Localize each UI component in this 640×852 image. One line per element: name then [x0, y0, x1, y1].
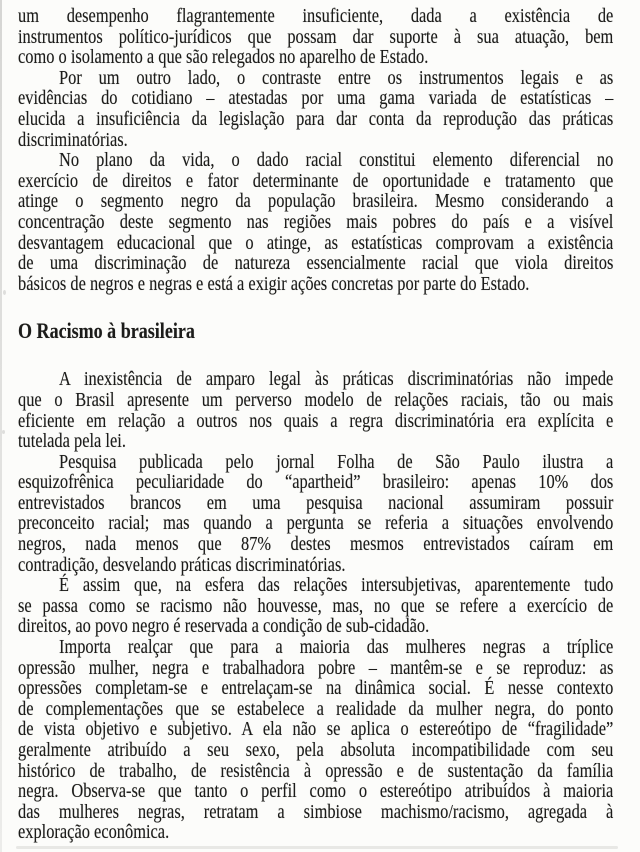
text-line: contradição, desvelando práticas discriminatórias.: [18, 553, 346, 576]
text-line: atinge o segmento negro da população brasileira. Mesmo considerando a: [18, 190, 614, 213]
text-line: negra. Observa-se que tanto o perfil como o estereótipo atribuídos à maioria: [18, 780, 614, 803]
text-line: das mulheres negras, retratam a simbiose machismo/racismo, agregada à: [18, 800, 614, 823]
text-line: evidências do cotidiano – atestadas por uma gama variada de estatísticas –: [18, 87, 614, 110]
scan-speck-artifact: [3, 290, 6, 295]
paragraph: [18, 452, 613, 576]
text-line: instrumentos político-jurídicos que possam dar suporte à sua atuação, bem: [18, 25, 614, 48]
text-line: que o Brasil apresente um perverso modelo de relações raciais, tão ou mais: [18, 388, 614, 411]
text-line: preconceito racial; mas quando a pergunta se referia a situações envolvendo: [18, 512, 614, 535]
text-line: É assim que, na esfera das relações intersubjetivas, aparentemente tudo: [59, 574, 614, 597]
scan-smudge-artifact: [16, 846, 618, 849]
text-line: desvantagem educacional que o atinge, as estatísticas comprovam a existência: [18, 231, 614, 254]
text-line: No plano da vida, o dado racial constitui elemento diferencial no: [59, 149, 614, 172]
text-line: de uma discriminação de natureza essencialmente racial que viola direitos: [18, 252, 614, 275]
text-line: se passa como se racismo não houvesse, mas, no que se refere a exercício de: [18, 594, 614, 617]
text-line: Importa realçar que para a maioria das mulheres negras a tríplice: [59, 636, 614, 659]
text-line: eficiente em relação a outros nos quais a regra discriminatória era explícita e: [18, 409, 614, 432]
text-line: concentração deste segmento nas regiões mais pobres do país e a visível: [18, 210, 614, 233]
scan-edge-artifact: [0, 0, 2, 852]
text-line: discriminatórias.: [18, 128, 128, 151]
text-line: A inexistência de amparo legal às práticas discriminatórias não impede: [59, 368, 614, 391]
text-line: esquizofrênica peculiaridade do “apartheid” brasileiro: apenas 10% dos: [18, 471, 614, 494]
text-line: como o isolamento a que são relegados no aparelho de Estado.: [18, 46, 429, 69]
section-heading: O Racismo à brasileira: [18, 318, 195, 344]
text-line: exploração econômica.: [18, 821, 170, 844]
paragraph: [18, 6, 613, 68]
text-line: um desempenho flagrantemente insuficiente, dada a existência de: [18, 5, 614, 27]
paragraph: [18, 68, 613, 150]
text-line: elucida a insuficiência da legislação para dar conta da reprodução das práticas: [18, 107, 614, 130]
text-line: histórico de trabalho, de resistência à opressão e de sustentação da família: [18, 759, 614, 782]
text-line: Por um outro lado, o contraste entre os instrumentos legais e as: [59, 66, 614, 89]
scan-speck-artifact: [2, 430, 5, 434]
text-line: opressão mulher, negra e trabalhadora pobre – mantêm-se e se reproduz: as: [18, 656, 614, 679]
paragraph: [18, 150, 613, 294]
text-line: entrevistados brancos em uma pesquisa nacional assumiram possuir: [18, 491, 614, 514]
paragraph: [18, 369, 613, 451]
text-line: geralmente atribuído a seu sexo, pela absoluta incompatibilidade com seu: [18, 739, 614, 761]
text-line: exercício de direitos e fator determinante de oportunidade e tratamento que: [18, 169, 614, 192]
text-line: básicos de negros e negras e está a exigir ações concretas por parte do Estado.: [18, 272, 530, 295]
text-line: de vista objetivo e subjetivo. A ela não se aplica o estereótipo de “fragilidade”: [18, 718, 614, 741]
paragraph: [18, 575, 613, 637]
text-line: negros, nada menos que 87% destes mesmos entrevistados caíram em: [18, 533, 614, 556]
text-line: tutelada pela lei.: [18, 430, 126, 453]
text-line: direitos, ao povo negro é reservada a condição de sub-cidadão.: [18, 615, 430, 638]
text-line: Pesquisa publicada pelo jornal Folha de São Paulo ilustra a: [59, 450, 614, 473]
paragraph: [18, 637, 613, 843]
document-content: [18, 6, 613, 843]
text-line: opressões completam-se e entrelaçam-se na dinâmica social. É nesse contexto: [18, 677, 614, 700]
text-line: de complementações que se estabelece a realidade da mulher negra, do ponto: [18, 697, 614, 720]
